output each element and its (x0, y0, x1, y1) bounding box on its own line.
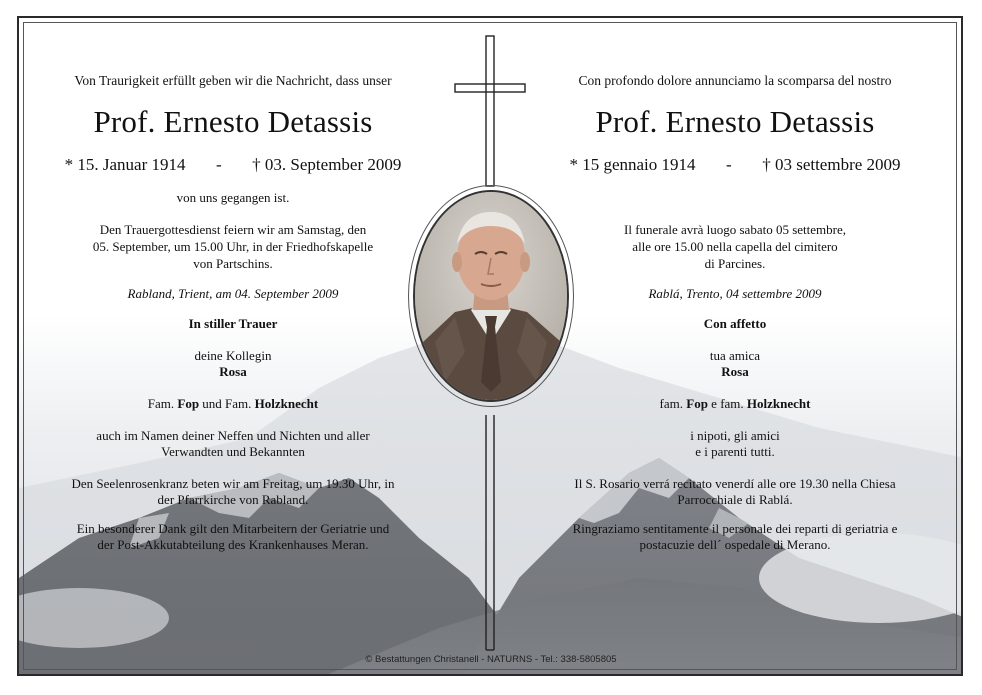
family-name-fop: Fop (177, 396, 200, 411)
place-date: Rablá, Trento, 04 settembre 2009 (648, 286, 822, 301)
deceased-name: Prof. Ernesto Detassis (93, 104, 373, 139)
date-separator: - (216, 155, 222, 174)
death-date: † 03 settembre 2009 (762, 155, 901, 174)
families-line (514, 396, 956, 413)
date-separator: - (726, 155, 732, 174)
birth-date: * 15. Januar 1914 (64, 155, 186, 174)
life-dates (12, 155, 454, 175)
funeral-line-3: von Partschins. (193, 256, 273, 271)
colleague-name: Rosa (219, 364, 247, 379)
birth-date: * 15 gennaio 1914 (569, 155, 696, 174)
family-name-holzknecht: Holzknecht (746, 396, 811, 411)
mourning-text: In stiller Trauer (188, 316, 278, 331)
footer-credit: © Bestattungen Christanell - NATURNS - Tel.: 338-5805805 (365, 654, 617, 665)
passed-text: von uns gegangen ist. (176, 190, 290, 205)
relatives-line-2: Verwandten und Bekannten (161, 444, 305, 459)
thanks-line-1: Ein besonderer Dank gilt den Mitarbeitern der Geriatrie und (76, 521, 390, 536)
thanks-line-1: Ringraziamo sentitamente il personale dei reparti di geriatria e (572, 521, 898, 536)
friend-label: tua amica (709, 348, 761, 363)
relatives-line-1: i nipoti, gli amici (690, 428, 780, 443)
colleague-label: deine Kollegin (194, 348, 272, 363)
family-connector: e fam. (707, 396, 747, 411)
funeral-line-2: alle ore 15.00 nella capella del cimitero (632, 239, 838, 254)
rosary-line-1: Il S. Rosario verrá recitato venerdí alle ore 19.30 nella Chiesa (574, 476, 896, 491)
family-connector: und Fam. (199, 396, 255, 411)
thanks-line-2: postacuzie dell´ ospedale di Merano. (639, 537, 831, 552)
deceased-name: Prof. Ernesto Detassis (595, 104, 875, 139)
rosary-line-1: Den Seelenrosenkranz beten wir am Freitag, um 19.30 Uhr, in (71, 476, 395, 491)
relatives-line-2: e i parenti tutti. (695, 444, 775, 459)
relatives-line-1: auch im Namen deiner Neffen und Nichten und aller (96, 428, 370, 443)
rosary-line-2: Parrocchiale di Rablá. (677, 492, 793, 507)
funeral-line-3: di Parcines. (704, 256, 766, 271)
thanks-line-2: der Post-Akkutabteilung des Krankenhauses Meran. (97, 537, 369, 552)
mourning-text: Con affetto (703, 316, 767, 331)
funeral-line-1: Il funerale avrà luogo sabato 05 settembre, (624, 222, 846, 237)
family-prefix: fam. (659, 396, 687, 411)
rosary-line-2: der Pfarrkirche von Rabland. (157, 492, 309, 507)
family-name-holzknecht: Holzknecht (254, 396, 319, 411)
friend-name: Rosa (721, 364, 749, 379)
place-date: Rabland, Trient, am 04. September 2009 (127, 286, 339, 301)
family-prefix: Fam. (147, 396, 178, 411)
families-line (12, 396, 454, 413)
intro-text: Von Traurigkeit erfüllt geben wir die Nachricht, dass unser (74, 73, 392, 88)
family-name-fop: Fop (686, 396, 708, 411)
intro-text: Con profondo dolore annunciamo la scomparsa del nostro (578, 73, 892, 88)
funeral-line-2: 05. September, um 15.00 Uhr, in der Friedhofskapelle (92, 239, 374, 254)
funeral-line-1: Den Trauergottesdienst feiern wir am Samstag, den (99, 222, 367, 237)
life-dates (514, 155, 956, 175)
death-date: † 03. September 2009 (252, 155, 402, 174)
